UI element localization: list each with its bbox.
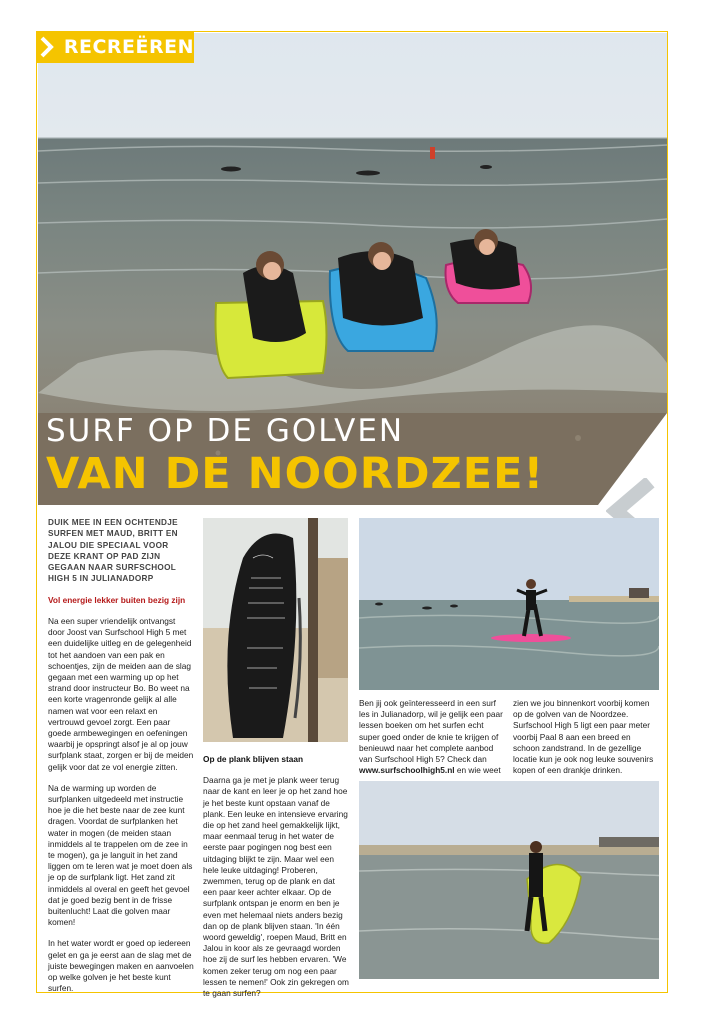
subhead-energy: Vol energie lekker buiten bezig zijn: [48, 594, 186, 605]
paragraph: Daarna ga je met je plank weer terug naar de kant en leer je op het zand hoe je het beste kunt opstaan vanaf de plank. Een leuke en intensieve ervaring die op het zand heel gemakkelijk lijkt, maar eenmaal terug in het water de eerste paar pogingen nog best een uitdaging blijkt te zijn. Maar wel een hele leuke uitdaging! Proberen, zwemmen, terug op de plank en dat een paar keer achter elkaar. Op de surfplank ontspan je enorm en ben je even met helemaal niets anders bezig dan op de plank blijven staan. 'In één woord geweldig', roepen Maud, Britt en Jalou in koor als ze gevraagd worden hoe zij de surf les hebben ervaren. 'We komen zeker terug om nog een paar lessen te nemen!' Ook zin gekregen om te gaan surfen?: [203, 775, 349, 999]
website-link[interactable]: www.surfschoolhigh5.nl: [359, 765, 455, 776]
subhead-stand: Op de plank blijven staan: [203, 754, 304, 764]
paragraph: Na een super vriendelijk ontvangst door Joost van Surfschool High 5 met een duidelijke uitleg en de gelegenheid tot het aandoen van een pak en schoentjes, zijn de meiden aan de slag gegaan met een warming up op het strand door instructeur Bo. Bo weet na een korte vragenronde gelijk al alle namen wat voor een relaxt en vertrouwd gevoel zorgt. Een paar goede armbewegingen en oefeningen waarbij je opspringt alsof je al op jouw surfplank staat, zorgen er bij de meiden gelijk voor dat ze vol energie zitten.: [48, 615, 194, 772]
photo-standing-surfer: [359, 518, 659, 690]
section-label: RECREËREN: [63, 36, 194, 58]
paragraph: Na de warming up worden de surfplanken uitgedeeld met instructie hoe je die het beste naar de zee kunt dragen. Voordat de surfplanken het water in mogen (de meiden staan inmiddels al te trappelen om de zee in te mogen), ga je languit in het zand liggen om te leren wat je moet doen als je op de surfplank ligt. Het zand zit inmiddels al overal en geeft het gevoel dat je goed bezig bent in de frisse buitenlucht! Laat die golven maar komen!: [48, 782, 193, 928]
paragraph-text: Ben jij ook geïnteresseerd in een surf les in Julianadorp, wil je gelijk een paar lessen boeken om het surfen echt super goed onder de knie te krijgen of benieuwd naar het complete aanbod van Surfschool High 5? Check dan: [359, 698, 503, 765]
chevron-right-icon: [36, 31, 58, 63]
paragraph-end: en wie weet: [456, 765, 501, 776]
column-4: [513, 698, 659, 786]
column-1: [48, 517, 194, 1004]
section-tag: [36, 31, 194, 63]
paragraph: In het water wordt er goed op iedereen gelet en ga je eerst aan de slag met de juiste bewegingen maken en aanvoelen op welke golven je het beste kunt surfen.: [48, 938, 194, 994]
intro-text: DUIK MEE IN EEN OCHTENDJE SURFEN MET MAUD, BRITT EN JALOU DIE SPECIAAL VOOR DEZE KRANT OP PAD ZIJN GEGAAN NAAR SURFSCHOOL HIGH 5 IN JULIANADORP: [48, 518, 178, 584]
paragraph: zien we jou binnenkort voorbij komen op de golven van de Noordzee. Surfschool High 5 ligt een paar meter voorbij Paal 8 aan een breed en schoon zandstrand. In de gezellige locatie kun je ook nog leuke souvenirs kopen of een drankje drinken.: [513, 698, 654, 776]
paragraph: [359, 698, 505, 776]
column-2: [203, 754, 349, 1009]
headline-line1: SURF OP DE GOLVEN: [46, 413, 405, 449]
headline-line2: VAN DE NOORDZEE!: [46, 449, 545, 499]
column-3: [359, 698, 505, 786]
photo-chalkboard: [203, 518, 348, 742]
headline: [46, 414, 544, 498]
photo-surfer-walking: [359, 781, 659, 979]
